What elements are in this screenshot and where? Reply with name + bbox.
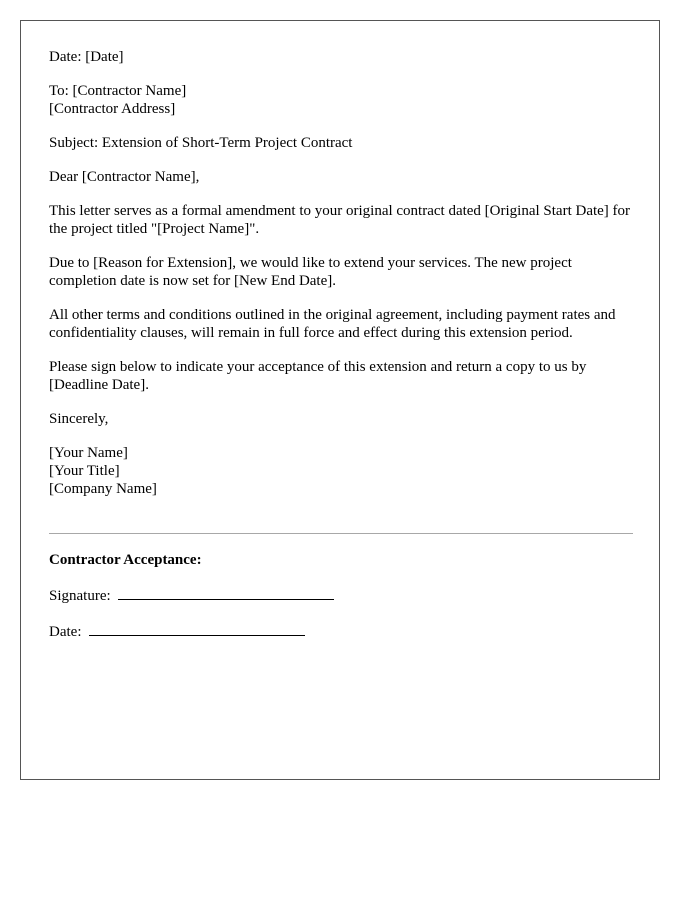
salutation: Dear [Contractor Name], (49, 169, 200, 185)
recipient-name: To: [Contractor Name] (49, 83, 187, 99)
acceptance-date-label: Date: (49, 624, 82, 640)
subject-line: Subject: Extension of Short-Term Project Contract (49, 135, 353, 151)
letter-page (20, 20, 660, 780)
acceptance-date-row (49, 621, 634, 641)
acceptance-date-line[interactable] (89, 621, 305, 636)
recipient-address: [Contractor Address] (49, 101, 176, 117)
paragraph-sign-request: Please sign below to indicate your acceptance of this extension and return a copy to us by [Deadline Date]. (49, 359, 587, 393)
recipient-block (49, 82, 634, 118)
acceptance-title: Contractor Acceptance: (49, 552, 202, 568)
sender-title: [Your Title] (49, 463, 120, 479)
paragraph-extension: Due to [Reason for Extension], we would like to extend your services. The new project completion date is now set for [New End Date]. (49, 255, 572, 289)
section-divider (49, 533, 633, 534)
signature-row (49, 585, 634, 605)
signature-line[interactable] (118, 585, 334, 600)
paragraph-amendment: This letter serves as a formal amendment to your original contract dated [Original Start Date] for the project titled "[Project Name]". (49, 203, 631, 237)
date-line: Date: [Date] (49, 49, 124, 65)
letter-body (49, 48, 634, 514)
sender-block (49, 444, 634, 498)
signature-label: Signature: (49, 588, 111, 604)
closing: Sincerely, (49, 411, 109, 427)
contractor-acceptance-section (49, 551, 634, 657)
sender-company: [Company Name] (49, 481, 157, 497)
paragraph-terms: All other terms and conditions outlined in the original agreement, including payment rates and confidentiality clauses, will remain in full force and effect during this extension period. (49, 307, 616, 341)
sender-name: [Your Name] (49, 445, 128, 461)
